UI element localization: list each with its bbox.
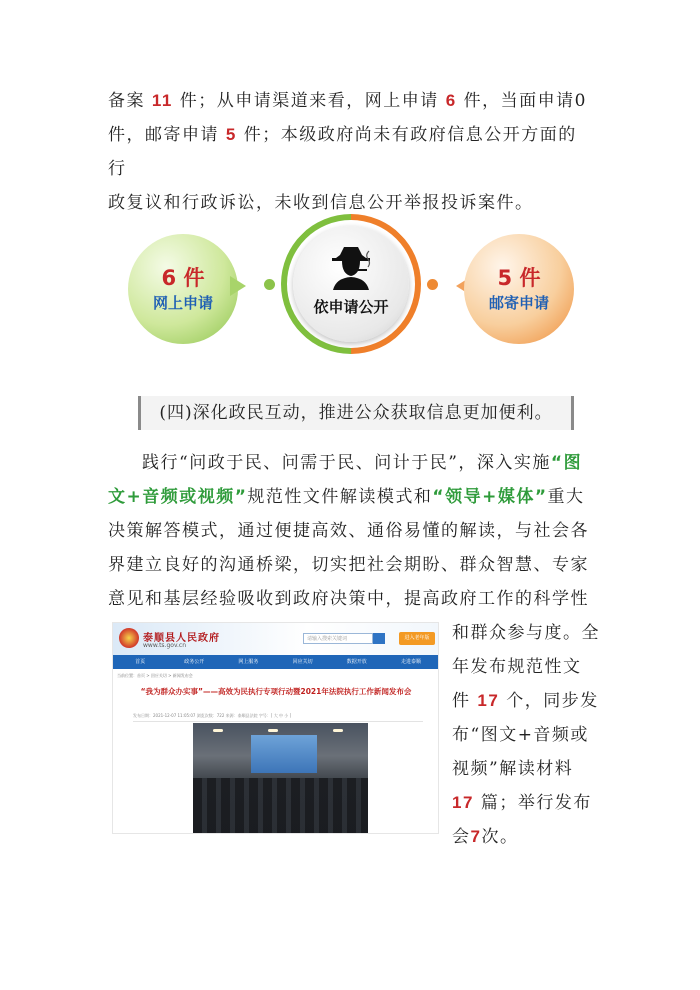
- paragraph-2: [108, 446, 592, 616]
- para2-line9: 布“图文+音频或: [452, 725, 589, 745]
- para2-line6: 和群众参与度。全: [452, 623, 600, 643]
- nav-item-online-service[interactable]: 网上服务: [238, 659, 259, 665]
- para2-line1: 践行“问政于民、问需于民、问计于民”，深入实施“图: [142, 453, 583, 473]
- para1-line3: 政复议和行政诉讼，未收到信息公开举报投诉案件。: [108, 193, 534, 213]
- nav-item-response[interactable]: 回应关切: [292, 659, 313, 665]
- para2-line5: 意见和基层经验吸收到政府决策中，提高政府工作的科学性: [108, 589, 589, 609]
- site-title: 泰顺县人民政府: [143, 633, 220, 644]
- online-application-bubble: [128, 234, 238, 344]
- search-input[interactable]: 请输入搜索关键词: [303, 633, 373, 644]
- nav-item-open-gov[interactable]: 政务公开: [184, 659, 205, 665]
- ceiling-lamp: [268, 729, 278, 732]
- right-connector-dot: [427, 279, 438, 290]
- para2-line11: 17 篇；举行发布: [452, 793, 592, 813]
- national-emblem-icon: [119, 628, 139, 648]
- nav-item-open-data[interactable]: 数据开放: [346, 659, 367, 665]
- breadcrumb: 当前位置：首页 > 回应关切 > 新闻发布会: [117, 673, 193, 678]
- nav-item-home[interactable]: 首页: [135, 659, 146, 665]
- paragraph-1: [108, 84, 592, 220]
- left-connector-dot: [264, 279, 275, 290]
- online-label: 网上申请: [152, 294, 213, 312]
- press-conference-photo: [193, 723, 368, 833]
- mail-count: 5 件: [497, 266, 541, 290]
- ceiling-lamp: [213, 729, 223, 732]
- search-button[interactable]: [373, 633, 385, 644]
- para2-line4: 界建立良好的沟通桥梁，切实把社会期盼、群众智慧、专家: [108, 555, 589, 575]
- application-channel-infographic: [126, 214, 576, 359]
- para2-line2: 文+音频或视频”规范性文件解读模式和“领导+媒体”重大: [108, 487, 585, 507]
- news-meta: 发布日期：2021-12-07 11:05:07 浏览次数：722 来源：泰顺县法院 字号：[ 大 中 小 ]: [133, 713, 423, 722]
- nav-item-about[interactable]: 走进泰顺: [400, 659, 421, 665]
- ceiling-lamp: [333, 729, 343, 732]
- para1-line1: 备案 11 件；从申请渠道来看，网上申请 6 件，当面申请0: [108, 91, 587, 111]
- paragraph-2-wrap: [452, 616, 602, 854]
- news-title: “我为群众办实事”——高效为民执行专项行动暨2021年法院执行工作新闻发布会: [140, 687, 412, 696]
- projection-screen: [251, 735, 317, 773]
- audience: [193, 778, 368, 833]
- left-bubble-tail: [230, 276, 246, 296]
- site-nav: [113, 655, 438, 669]
- detective-smoking-icon: [328, 244, 374, 290]
- online-count: 6 件: [161, 266, 205, 290]
- mail-application-bubble: [464, 234, 574, 344]
- para2-line8: 件 17 个，同步发: [452, 691, 599, 711]
- para2-line3: 决策解答模式，通过便捷高效、通俗易懂的解读，与社会各: [108, 521, 589, 541]
- para2-line7: 年发布规范性文: [452, 657, 582, 677]
- mail-label: 邮寄申请: [488, 294, 549, 312]
- center-circle: [293, 226, 409, 342]
- para2-line12: 会7次。: [452, 827, 519, 847]
- para1-line2: 件，邮寄申请 5 件；本级政府尚未有政府信息公开方面的行: [108, 125, 577, 179]
- elder-mode-button[interactable]: 进入老年版: [399, 632, 435, 645]
- center-label: 依申请公开: [313, 298, 389, 316]
- section-heading: (四)深化政民互动，推进公众获取信息更加便利。: [138, 396, 574, 430]
- government-website-screenshot: [112, 622, 439, 834]
- site-header: [113, 623, 438, 655]
- para2-line10: 视频”解读材料: [452, 759, 574, 779]
- site-url: www.ts.gov.cn: [143, 642, 187, 649]
